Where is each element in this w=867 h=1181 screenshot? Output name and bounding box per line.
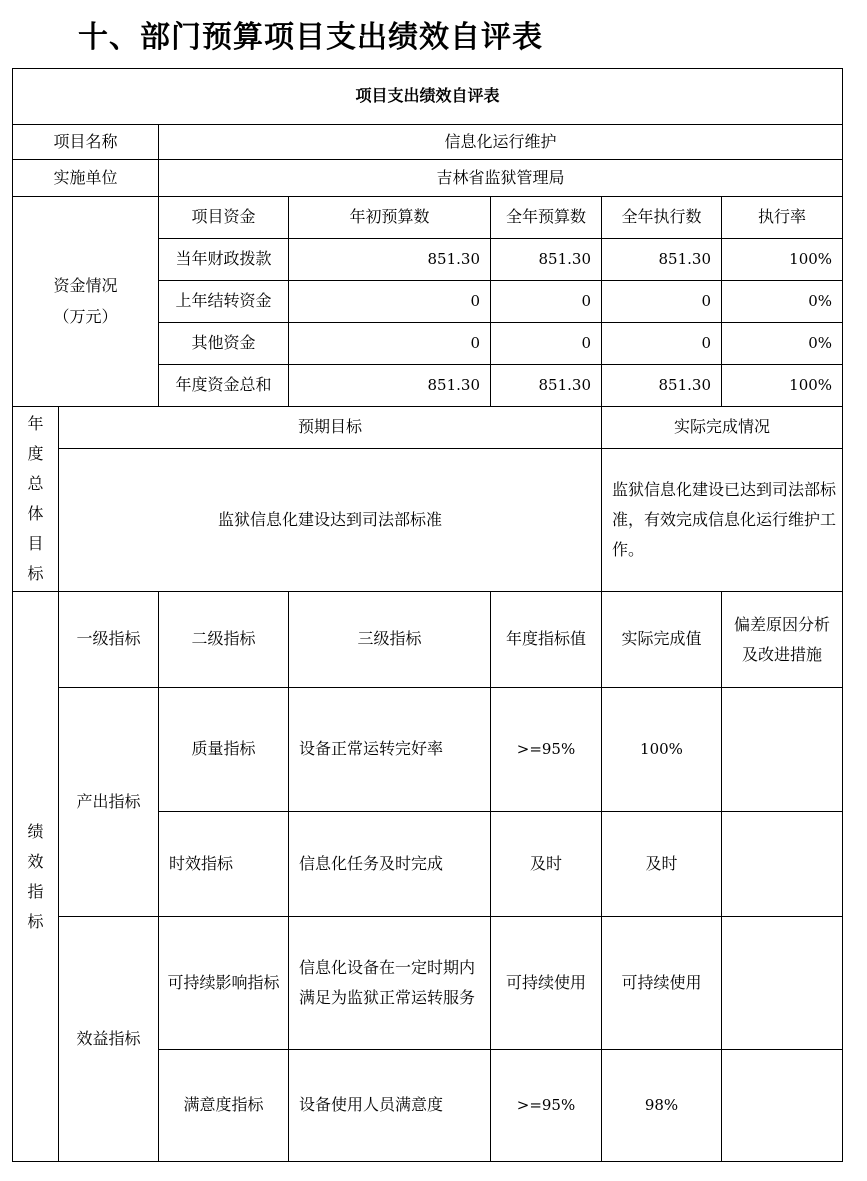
indicator-row [13, 688, 843, 812]
target-cell: >=95% [491, 688, 602, 812]
indicator-header: 实际完成值 [602, 592, 722, 688]
indicator-header: 偏差原因分析及改进措施 [722, 592, 843, 688]
annual-goal-label-text: 年 度 总 体 目 标 [27, 414, 44, 583]
actual-cell: 可持续使用 [602, 917, 722, 1050]
performance-label [13, 592, 59, 1162]
level3-cell: 信息化任务及时完成 [289, 812, 491, 917]
level3-cell: 设备正常运转完好率 [289, 688, 491, 812]
funds-row-label: 年度资金总和 [159, 365, 289, 407]
page-title: 十、部门预算项目支出绩效自评表 [78, 20, 543, 55]
indicator-header: 三级指标 [289, 592, 491, 688]
reason-cell [722, 812, 843, 917]
funds-row-label: 其他资金 [159, 323, 289, 365]
funds-cell: 851.30 [289, 365, 491, 407]
actual-cell: 100% [602, 688, 722, 812]
level1-output: 产出指标 [59, 688, 159, 917]
level2-cell: 满意度指标 [159, 1050, 289, 1162]
project-name-value: 信息化运行维护 [159, 125, 843, 160]
funds-cell: 0 [289, 281, 491, 323]
funds-cell: 100% [722, 239, 843, 281]
reason-cell [722, 917, 843, 1050]
funds-label-line2: （万元） [53, 306, 118, 326]
project-name-label: 项目名称 [13, 125, 159, 160]
self-evaluation-table [12, 68, 843, 1162]
funds-label [13, 197, 159, 407]
funds-cell: 0% [722, 281, 843, 323]
unit-label: 实施单位 [13, 160, 159, 197]
funds-label-line1: 资金情况 [53, 276, 118, 296]
target-cell: 及时 [491, 812, 602, 917]
reason-cell [722, 688, 843, 812]
funds-cell: 0 [602, 281, 722, 323]
funds-row-label: 当年财政拨款 [159, 239, 289, 281]
level1-benefit: 效益指标 [59, 917, 159, 1162]
actual-goal: 监狱信息化建设已达到司法部标准，有效完成信息化运行维护工作。 [602, 449, 843, 592]
funds-cell: 100% [722, 365, 843, 407]
funds-header: 年初预算数 [289, 197, 491, 239]
funds-header: 全年执行数 [602, 197, 722, 239]
level2-cell: 质量指标 [159, 688, 289, 812]
indicator-header: 二级指标 [159, 592, 289, 688]
actual-cell: 98% [602, 1050, 722, 1162]
table-title: 项目支出绩效自评表 [13, 69, 843, 125]
funds-header: 执行率 [722, 197, 843, 239]
expected-goal: 监狱信息化建设达到司法部标准 [59, 449, 602, 592]
funds-header: 项目资金 [159, 197, 289, 239]
funds-cell: 851.30 [491, 365, 602, 407]
actual-cell: 及时 [602, 812, 722, 917]
unit-value: 吉林省监狱管理局 [159, 160, 843, 197]
performance-label-text: 绩 效 指 标 [27, 821, 44, 931]
level2-cell: 时效指标 [159, 812, 289, 917]
level2-cell: 可持续影响指标 [159, 917, 289, 1050]
funds-cell: 851.30 [602, 239, 722, 281]
funds-cell: 0 [491, 323, 602, 365]
funds-header: 全年预算数 [491, 197, 602, 239]
funds-cell: 0% [722, 323, 843, 365]
funds-cell: 0 [289, 323, 491, 365]
funds-cell: 851.30 [289, 239, 491, 281]
funds-cell: 0 [602, 323, 722, 365]
level3-cell: 信息化设备在一定时期内满足为监狱正常运转服务 [289, 917, 491, 1050]
target-cell: >=95% [491, 1050, 602, 1162]
annual-goal-label [13, 407, 59, 592]
reason-cell [722, 1050, 843, 1162]
funds-cell: 851.30 [602, 365, 722, 407]
expected-goal-header: 预期目标 [59, 407, 602, 449]
level3-cell: 设备使用人员满意度 [289, 1050, 491, 1162]
actual-goal-header: 实际完成情况 [602, 407, 843, 449]
indicator-header: 一级指标 [59, 592, 159, 688]
indicator-row [13, 917, 843, 1050]
target-cell: 可持续使用 [491, 917, 602, 1050]
indicator-header: 年度指标值 [491, 592, 602, 688]
funds-cell: 851.30 [491, 239, 602, 281]
funds-row-label: 上年结转资金 [159, 281, 289, 323]
funds-cell: 0 [491, 281, 602, 323]
